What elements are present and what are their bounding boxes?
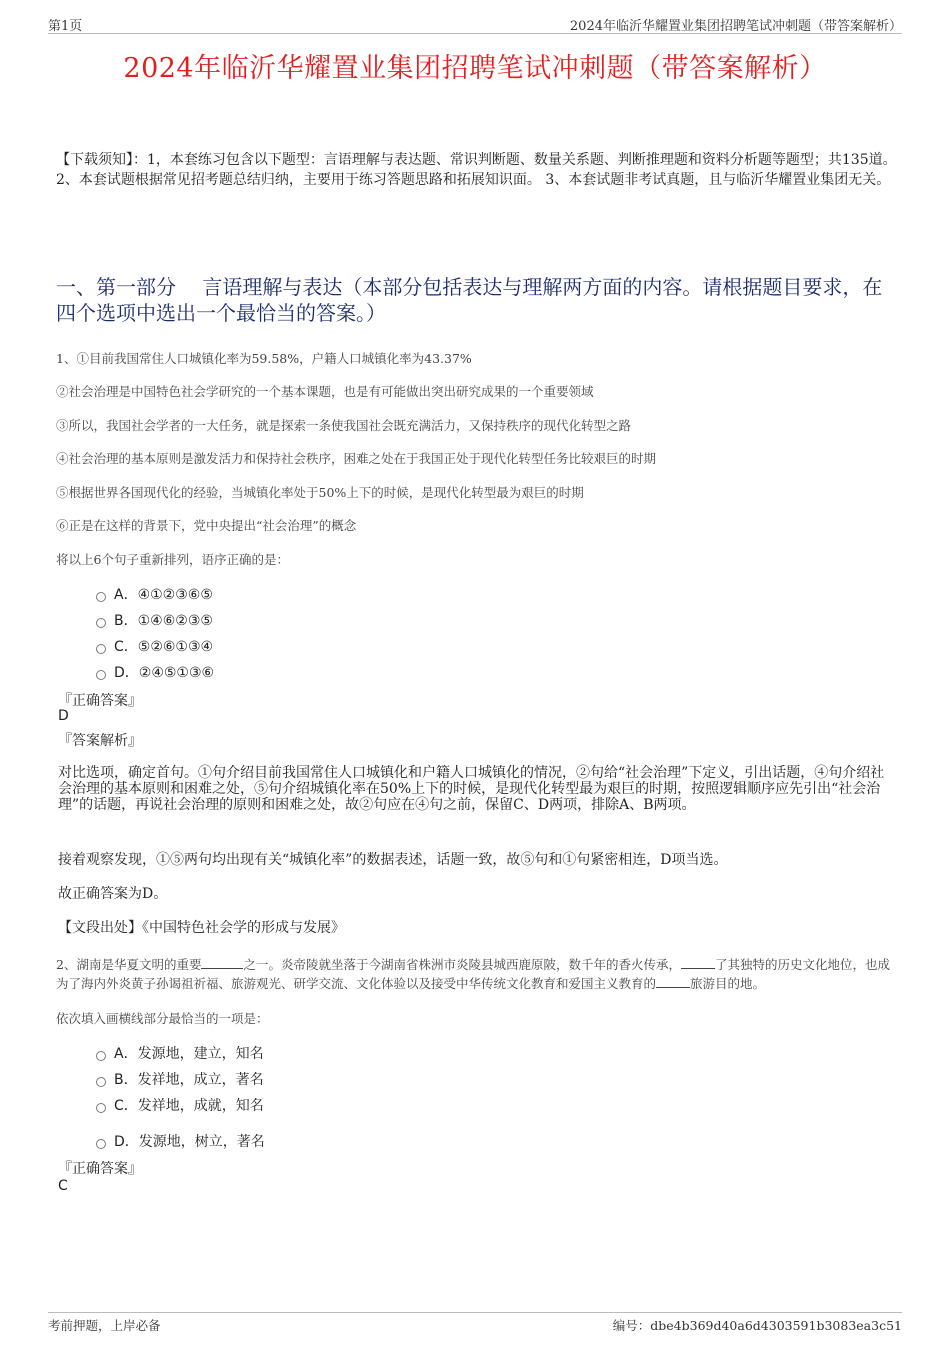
q1-option-d[interactable]: D．②④⑤①③⑥ xyxy=(96,662,214,682)
footer-doc-id: 编号：dbe4b369d40a6d4303591b3083ea3c51 xyxy=(612,1318,902,1333)
question-2-stem xyxy=(56,955,894,993)
q1-option-a[interactable]: A．④①②③⑥⑤ xyxy=(96,584,213,604)
sentence-3-wrap xyxy=(56,416,894,433)
stem-part-1: 2、湖南是华夏文明的重要 xyxy=(56,957,202,972)
q1-analysis-paragraph-3: 故正确答案为D。 xyxy=(58,886,168,902)
stem-part-3: 了其独特的历史文化地位，也成为了海内外炎黄子孙谒祖祈福、旅游观光、研学交流、文化体验以及接受中华传统文化教育和爱国主义教育的 xyxy=(56,957,890,991)
section-heading: 一、第一部分 言语理解与表达（本部分包括表达与理解两方面的内容。请根据题目要求，在四个选项中选出一个最恰当的答案。） xyxy=(56,275,883,325)
q2-answer: C xyxy=(58,1178,68,1194)
sentence-6: ⑥正是在这样的背景下，党中央提出“社会治理”的概念 xyxy=(56,518,357,533)
q1-answer: D xyxy=(58,708,69,724)
sentence-5-wrap xyxy=(56,483,894,500)
sentence-5: ⑤根据世界各国现代化的经验，当城镇化率处于50%上下的时候，是现代化转型最为艰巨的时期 xyxy=(56,485,584,500)
q2-option-d[interactable]: D．发源地，树立，著名 xyxy=(96,1131,265,1151)
radio-icon[interactable] xyxy=(96,1103,106,1113)
download-notice: 【下载须知】：1，本套练习包含以下题型：言语理解与表达题、常识判断题、数量关系题、判断推理题和资料分析题等题型；共135道。 2、本套试题根据常见招考题总结归纳，主要用于练习答题思路和拓展知识面。 3、本套试题非考试真题，且与临沂华耀置业集团无关。 xyxy=(56,152,897,188)
page-number: 第1页 xyxy=(48,19,83,34)
sentence-4-wrap xyxy=(56,449,894,466)
page-footer xyxy=(48,1312,902,1333)
sentence-1: 1、①目前我国常住人口城镇化率为59.58%，户籍人口城镇化率为43.37% xyxy=(56,351,472,366)
q1-answer-tag: 『正确答案』 xyxy=(58,693,142,709)
radio-icon[interactable] xyxy=(96,644,106,654)
blank-3 xyxy=(656,977,690,988)
sentence-2: ②社会治理是中国特色社会学研究的一个基本课题，也是有可能做出突出研究成果的一个重要领域 xyxy=(56,384,594,399)
blank-2 xyxy=(681,958,715,969)
question-2-prompt-wrap xyxy=(56,1009,894,1026)
radio-icon[interactable] xyxy=(96,592,106,602)
stem-part-2: 之一。炎帝陵就坐落于今湖南省株洲市炎陵县城西鹿原陂，数千年的香火传承， xyxy=(243,957,681,972)
q1-analysis-tag: 『答案解析』 xyxy=(58,733,142,749)
q1-analysis-paragraph-1: 对比选项，确定首句。①句介绍目前我国常住人口城镇化和户籍人口城镇化的情况，②句给“社会治理”下定义，引出话题，④句介绍社会治理的基本原则和困难之处，⑤句介绍城镇化率在50%上下的时候，是现代化转型最为艰巨的时期，按照逻辑顺序应先引出“社会治理”的话题，再说社会治理的原则和困难之处，故②句应在④句之前，保留C、D两项，排除A、B两项。 xyxy=(58,765,885,813)
q2-option-a[interactable]: A．发源地，建立，知名 xyxy=(96,1043,264,1063)
sentence-2-wrap xyxy=(56,382,894,399)
question-1-prompt-wrap xyxy=(56,550,894,567)
q1-option-b[interactable]: B．①④⑥②③⑤ xyxy=(96,610,213,630)
question-1-sentences xyxy=(56,349,894,366)
radio-icon[interactable] xyxy=(96,618,106,628)
footer-slogan: 考前押题，上岸必备 xyxy=(48,1318,161,1333)
sentence-6-wrap xyxy=(56,516,894,533)
q2-option-c[interactable]: C．发祥地，成就，知名 xyxy=(96,1095,264,1115)
sentence-4: ④社会治理的基本原则是激发活力和保持社会秩序，困难之处在于我国正处于现代化转型任务比较艰巨的时期 xyxy=(56,451,657,466)
radio-icon[interactable] xyxy=(96,1077,106,1087)
q1-option-c[interactable]: C．⑤②⑥①③④ xyxy=(96,636,213,656)
question-2-stem-text xyxy=(56,955,894,993)
page-header xyxy=(48,14,902,34)
sentence-3: ③所以，我国社会学者的一大任务，就是探索一条使我国社会既充满活力，又保持秩序的现代化转型之路 xyxy=(56,418,632,433)
question-1-prompt: 将以上6个句子重新排列，语序正确的是： xyxy=(56,552,289,567)
question-2-prompt: 依次填入画横线部分最恰当的一项是： xyxy=(56,1011,269,1026)
q2-option-b[interactable]: B．发祥地，成立，著名 xyxy=(96,1069,264,1089)
radio-icon[interactable] xyxy=(96,670,106,680)
header-doc-title: 2024年临沂华耀置业集团招聘笔试冲刺题（带答案解析） xyxy=(569,19,902,34)
radio-icon[interactable] xyxy=(96,1139,106,1149)
q1-analysis-paragraph-2: 接着观察发现，①⑤两句均出现有关“城镇化率”的数据表述，话题一致，故⑤句和①句紧密相连，D项当选。 xyxy=(58,852,728,868)
radio-icon[interactable] xyxy=(96,1051,106,1061)
stem-part-4: 旅游目的地。 xyxy=(690,976,766,991)
q2-answer-tag: 『正确答案』 xyxy=(58,1161,142,1177)
q1-source: 【文段出处】《中国特色社会学的形成与发展》 xyxy=(58,920,345,936)
document-title: 2024年临沂华耀置业集团招聘笔试冲刺题（带答案解析） xyxy=(123,53,827,84)
blank-1 xyxy=(201,958,243,969)
